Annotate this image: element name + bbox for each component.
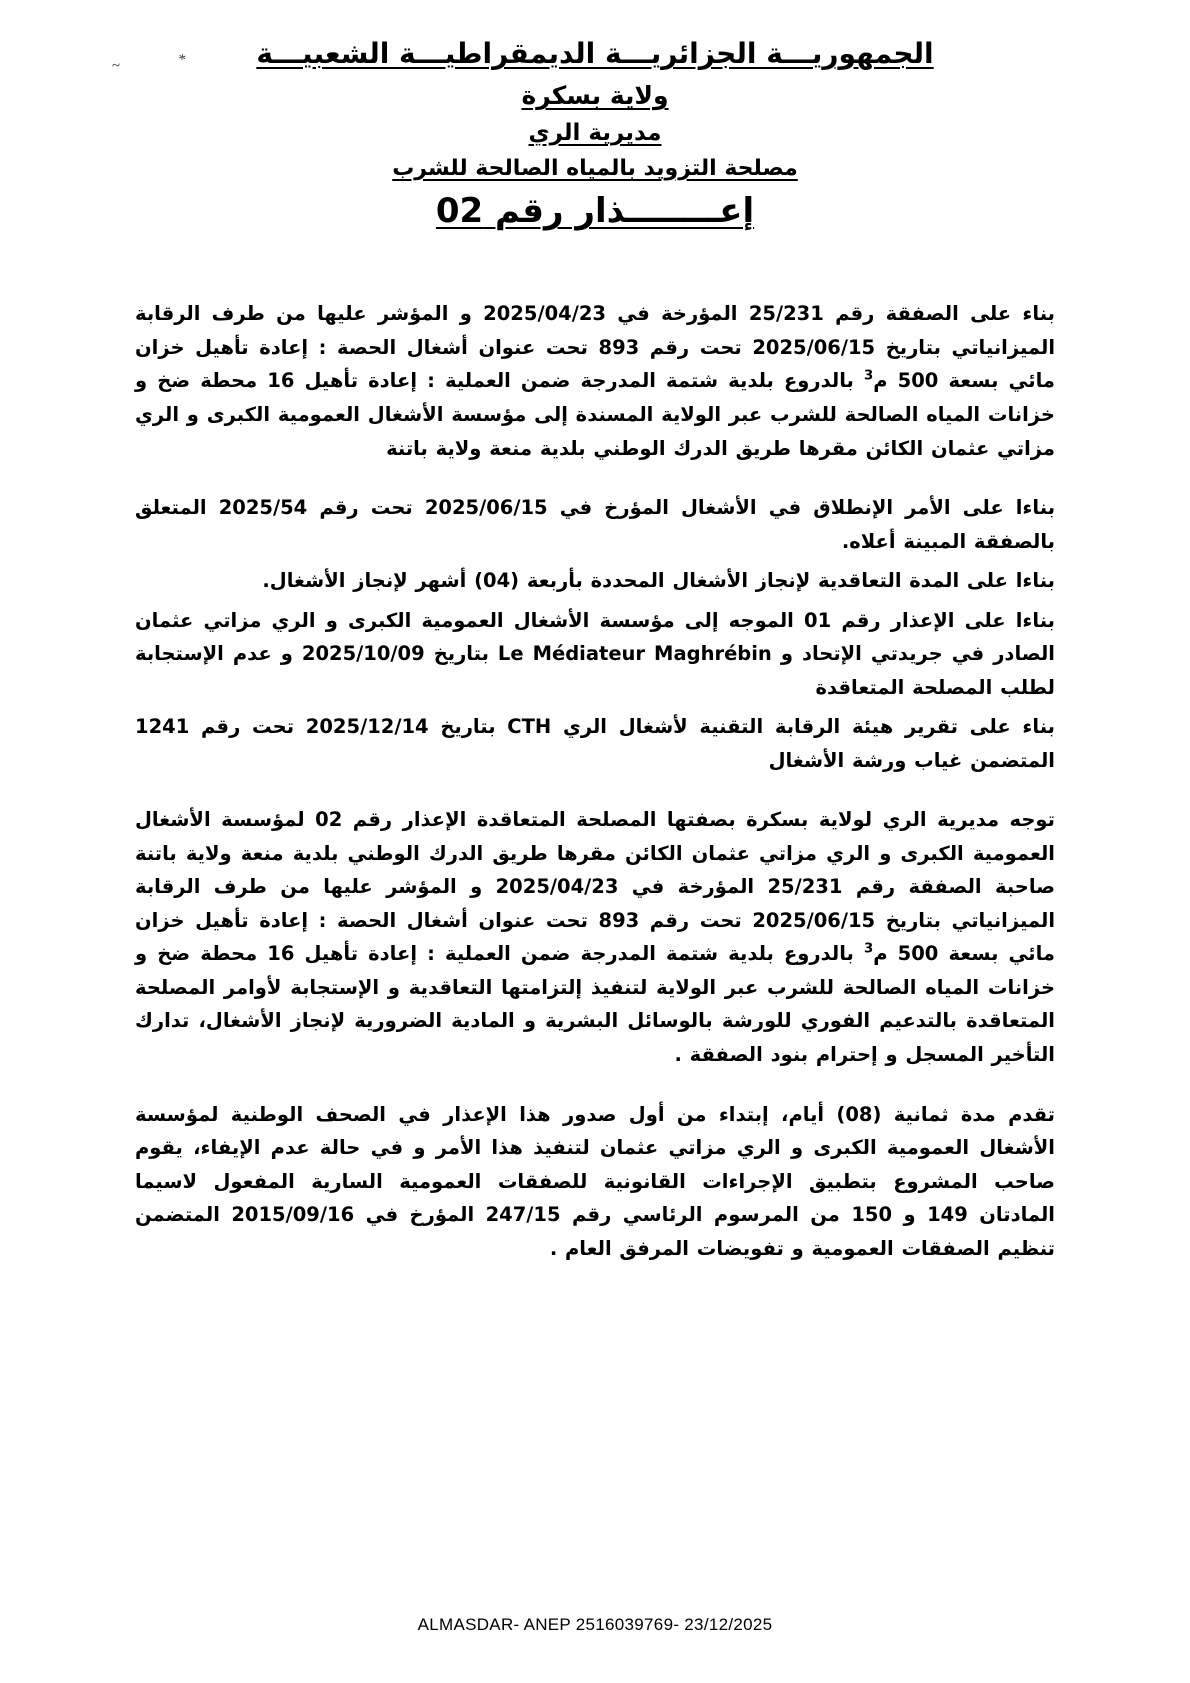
paragraph-cth-text-a: بناء على تقرير هيئة الرقابة التقنية لأشغال الري (551, 715, 1055, 739)
page-title: إعــــــــذار رقم 02 (435, 191, 755, 232)
paragraph-formal-notice-text-a: توجه مديرية الري لولاية بسكرة بصفتها المصلحة المتعاقدة الإعذار رقم 02 لمؤسسة الأشغال العمومية الكبرى و الري مزاتي عثمان الكائن مقرها طريق الدرك الوطني بلدية منعة ولاية باتنة صاحبة الصفقة رقم 25/231 المؤرخة في 2025/04/23 و المؤشر عليها من طرف الرقابة الميزانياتي بتاريخ 2025/06/15 تحت رقم 893 تحت عنوان أشغال الحصة : إعادة تأهيل خزان مائي بسعة 500 م (135, 808, 1056, 966)
paragraph-basis-first-notice (135, 604, 1055, 705)
paragraph-basis-cth-report (135, 710, 1055, 777)
paragraph-basis-contract (135, 297, 1055, 465)
paragraph-first-notice-text-a: بناءا على الإعذار رقم 01 الموجه إلى مؤسسة الأشغال العمومية الكبرى و الري مزاتي عثمان الصادر في جريدتي الإتحاد و (135, 608, 1056, 666)
scan-artifact-mark: * (176, 51, 187, 69)
document-header (0, 0, 1190, 231)
paragraph-basis-duration: بناءا على المدة التعاقدية لإنجاز الأشغال المحددة بأربعة (04) أشهر لإنجاز الأشغال. (262, 569, 1055, 593)
header-republic-line: الجمهوريـــة الجزائريـــة الديمقراطيـــة الشعبيـــة (256, 37, 934, 70)
paragraph-basis-contract-text-a: بناء على الصفقة رقم 25/231 المؤرخة في 2025/04/23 و المؤشر عليها من طرف الرقابة الميزانياتي بتاريخ 2025/06/15 تحت رقم 893 تحت عنوان أشغال الحصة : إعادة تأهيل خزان مائي بسعة 500 م (135, 302, 1056, 393)
paragraph-first-notice-text-b: بتاريخ 2025/10/09 و عدم الإستجابة لطلب المصلحة المتعاقدة (135, 642, 1055, 699)
header-directorate-line: مديرية الري (528, 119, 662, 146)
newspaper-name-latin: Le Médiateur Maghrébin (497, 642, 772, 666)
paragraph-formal-notice (135, 803, 1055, 1071)
paragraph-cth-text-b: بتاريخ 2025/12/14 تحت رقم 1241 المتضمن غياب ورشة الأشغال (135, 715, 1055, 772)
paragraph-deadline-and-sanctions: تقدم مدة ثمانية (08) أيام، إبتداء من أول صدور هذا الإعذار في الصحف الوطنية لمؤسسة الأشغال العمومية الكبرى و الري مزاتي عثمان لتنفيذ هذا الأمر و في حالة عدم الإيفاء، يقوم صاحب المشروع بتطبيق الإجراءات القانونية للصفقات العمومية السارية المفعول لاسيما المادتان 149 و 150 من المرسوم الرئاسي رقم 247/15 المؤرخ في 2015/09/16 المتضمن تنظيم الصفقات العمومية و تفويضات المرفق العام . (135, 1102, 1055, 1260)
document-body (135, 231, 1055, 1265)
header-wilaya-line: ولاية بسكرة (521, 81, 669, 111)
cubic-meter-exponent-second: 3 (863, 941, 874, 957)
cth-acronym: CTH (507, 715, 552, 739)
scan-artifact-mark-secondary: ~ (111, 57, 121, 75)
header-service-line: مصلحة التزويد بالمياه الصالحة للشرب (392, 155, 798, 181)
document-footer: ALMASDAR- ANEP 2516039769- 23/12/2025 (417, 1615, 773, 1634)
paragraph-basis-start-order: بناءا على الأمر الإنطلاق في الأشغال المؤرخ في 2025/06/15 تحت رقم 2025/54 المتعلق بالصفقة المبينة أعلاه. (135, 496, 1056, 553)
cubic-meter-exponent: 3 (863, 368, 874, 384)
paragraph-basis-contract-text-b: بالدروع بلدية شتمة المدرجة ضمن العملية : إعادة تأهيل 16 محطة ضخ و خزانات المياه الصالحة للشرب عبر الولاية المسندة إلى مؤسسة الأشغال العمومية الكبرى و الري مزاتي عثمان الكائن مقرها طريق الدرك الوطني بلدية منعة ولاية باتنة (135, 369, 1055, 460)
paragraph-formal-notice-text-b: بالدروع بلدية شتمة المدرجة ضمن العملية : إعادة تأهيل 16 محطة ضخ و خزانات المياه الصالحة للشرب عبر الولاية لتنفيذ إلتزامتها التعاقدية و الإستجابة لأوامر المصلحة المتعاقدة بالتدعيم الفوري للورشة بالوسائل البشرية و المادية الضرورية لإنجاز الأشغال، تدارك التأخير المسجل و إحترام بنود الصفقة . (135, 942, 1055, 1066)
